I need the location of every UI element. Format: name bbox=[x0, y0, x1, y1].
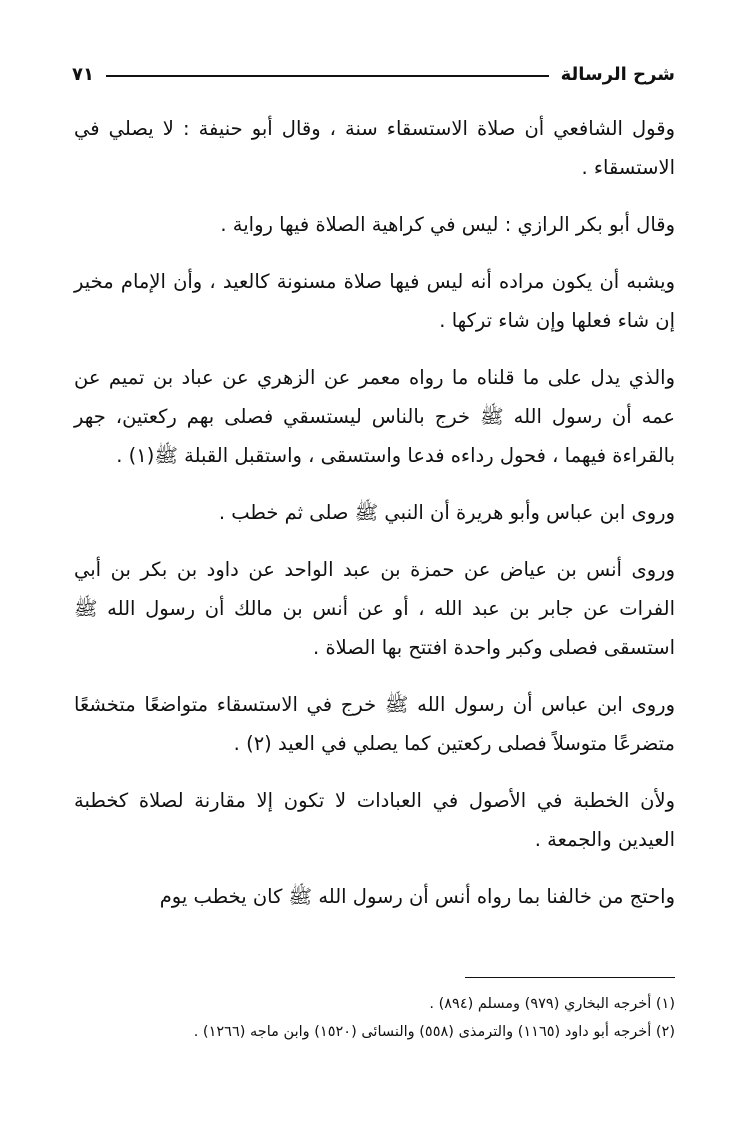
header-rule bbox=[106, 75, 549, 77]
footnote: (٢) أخرجه أبو داود (١١٦٥) والترمذى (٥٥٨) والنسائى (١٥٢٠) وابن ماجه (١٢٦٦) . bbox=[193, 1024, 675, 1040]
paragraph: ولأن الخطبة في الأصول في العبادات لا تكون إلا مقارنة لصلاة كخطبة العيدين والجمعة . bbox=[74, 789, 675, 851]
paragraph: وقول الشافعي أن صلاة الاستسقاء سنة ، وقال أبو حنيفة : لا يصلي في الاستسقاء . bbox=[74, 117, 675, 179]
header-title: شرح الرسالة bbox=[560, 63, 675, 85]
paragraph: وروى ابن عباس وأبو هريرة أن النبي ﷺ صلى ثم خطب . bbox=[218, 501, 675, 524]
paragraph: وروى ابن عباس أن رسول الله ﷺ خرج في الاستسقاء متواضعًا متخشعًا متضرعًا متوسلاً فصلى ركعتين كما يصلي في العيد (٢) . bbox=[74, 693, 675, 755]
footnote: (١) أخرجه البخاري (٩٧٩) ومسلم (٨٩٤) . bbox=[429, 996, 675, 1012]
main-text bbox=[74, 109, 675, 934]
running-header bbox=[72, 62, 675, 86]
footnote-divider bbox=[465, 977, 675, 978]
paragraph: ويشبه أن يكون مراده أنه ليس فيها صلاة مسنونة كالعيد ، وأن الإمام مخير إن شاء فعلها وإن شاء تركها . bbox=[74, 270, 675, 332]
page-number: ٧١ bbox=[72, 63, 94, 85]
paragraph: وروى أنس بن عياض عن حمزة بن عبد الواحد عن داود بن بكر بن أبي الفرات عن جابر بن عبد الله ، أو عن أنس بن مالك أن رسول الله ﷺ استسقى فصلى وكبر واحدة افتتح بها الصلاة . bbox=[74, 558, 675, 659]
paragraph: والذي يدل على ما قلناه ما رواه معمر عن الزهري عن عباد بن تميم عن عمه أن رسول الله ﷺ خرج بالناس ليستسقي فصلى بهم ركعتين، جهر بالقراءة فيهما ، فحول رداءه فدعا واستسقى ، واستقبل القبلة ﷺ(١) . bbox=[74, 366, 675, 467]
footnotes bbox=[74, 990, 675, 1046]
paragraph: واحتج من خالفنا بما رواه أنس أن رسول الله ﷺ كان يخطب يوم bbox=[159, 885, 675, 908]
paragraph: وقال أبو بكر الرازي : ليس في كراهية الصلاة فيها رواية . bbox=[220, 213, 675, 236]
